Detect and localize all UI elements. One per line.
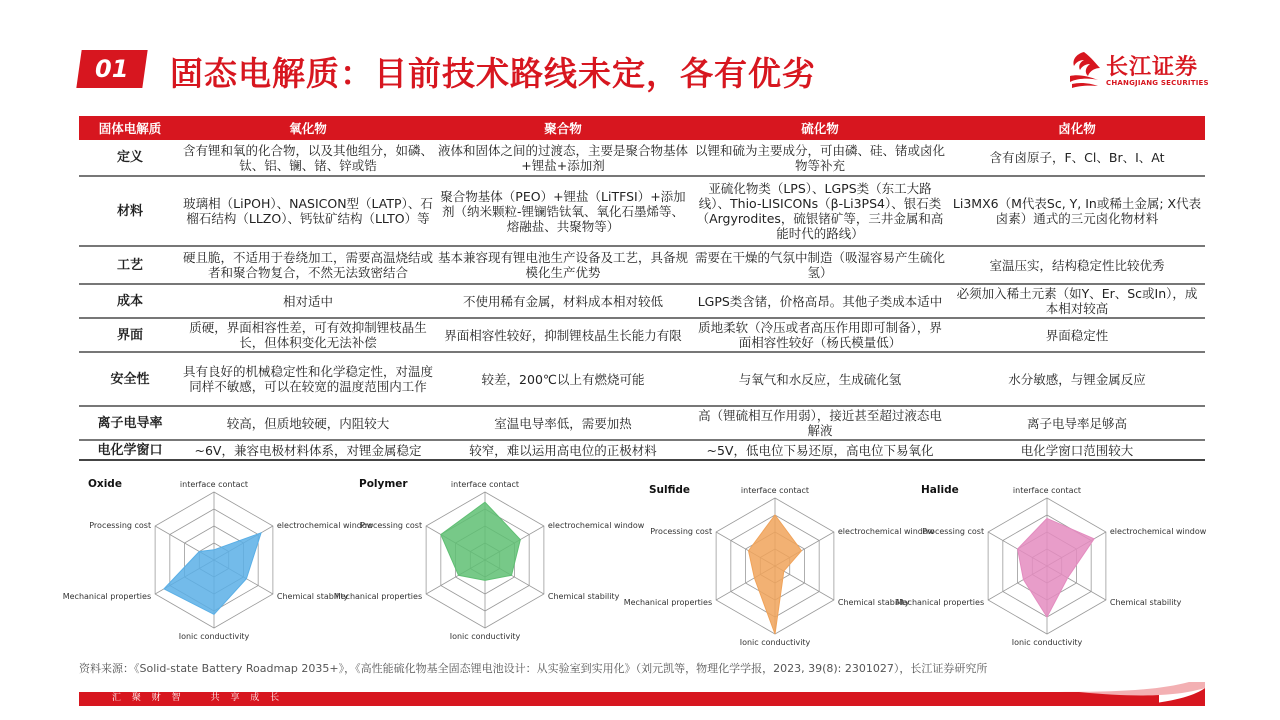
table-header-row — [79, 116, 1205, 140]
radar-axis-label: Chemical stability — [276, 592, 349, 601]
table-cell: 质地柔软（冷压或者高压作用即可制备），界面相容性较好（杨氏模量低） — [691, 318, 949, 352]
radar-axis-label: Processing cost — [360, 521, 423, 530]
radar-axis-label: electrochemical window — [1109, 527, 1207, 536]
radar-axis-label: interface contact — [1012, 486, 1082, 495]
section-number: 01 — [95, 55, 129, 83]
radar-chart-polymer — [333, 474, 645, 646]
table-row — [79, 140, 1205, 176]
table-cell: 室温电导率低，需要加热 — [435, 406, 691, 440]
radar-axis-label: Mechanical properties — [623, 598, 713, 607]
table-row — [79, 246, 1205, 284]
table-cell: 具有良好的机械稳定性和化学稳定性，对温度同样不敏感，可以在较宽的温度范围内工作 — [181, 352, 435, 406]
table-cell: 以锂和硫为主要成分，可由磷、硅、锗或卤化物等补充 — [691, 140, 949, 176]
table-cell: 质硬，界面相容性差，可有效抑制锂枝晶生长，但体积变化无法补偿 — [181, 318, 435, 352]
row-header: 安全性 — [79, 352, 181, 406]
radar-axis-label: Ionic conductivity — [1011, 638, 1083, 647]
table-cell: 含有锂和氧的化合物，以及其他组分，如磷、钛、铝、镧、锗、锌或锆 — [181, 140, 435, 176]
row-header: 界面 — [79, 318, 181, 352]
table-row — [79, 284, 1205, 318]
table-cell: 离子电导率足够高 — [949, 406, 1205, 440]
footer-slogan: 汇 聚 财 智 共 享 成 长 — [112, 693, 284, 703]
table-cell: 水分敏感，与锂金属反应 — [949, 352, 1205, 406]
radar-axis-label: electrochemical window — [276, 521, 374, 530]
radar-title: Polymer — [359, 478, 408, 490]
radar-series-area — [164, 533, 261, 615]
radar-axis-label: Ionic conductivity — [449, 632, 521, 641]
radar-title: Sulfide — [649, 484, 691, 496]
table-cell: 含有卤原子，F、Cl、Br、I、At — [949, 140, 1205, 176]
table-cell: 必须加入稀土元素（如Y、Er、Sc或In），成本相对较高 — [949, 284, 1205, 318]
table-cell: 电化学窗口范围较大 — [949, 440, 1205, 460]
table-cell: 玻璃相（LiPOH）、NASICON型（LATP）、石榴石结构（LLZO）、钙钛矿结构（LLTO）等 — [181, 176, 435, 246]
logo-chinese-name: 长江证券 — [1106, 55, 1199, 80]
table-cell: 界面稳定性 — [949, 318, 1205, 352]
row-header: 工艺 — [79, 246, 181, 284]
table-row — [79, 318, 1205, 352]
radar-chart-sulfide — [623, 480, 935, 652]
table-cell: 与氧气和水反应，生成硫化氢 — [691, 352, 949, 406]
page-title: 固态电解质：目前技术路线未定，各有优劣 — [170, 54, 816, 93]
table-cell: LGPS类含锗，价格高昂。其他子类成本适中 — [691, 284, 949, 318]
column-header: 固体电解质 — [79, 116, 181, 140]
column-header: 硫化物 — [691, 116, 949, 140]
radar-axis-label: Processing cost — [650, 527, 713, 536]
table-cell: ~6V，兼容电极材料体系，对锂金属稳定 — [181, 440, 435, 460]
row-header: 成本 — [79, 284, 181, 318]
table-cell: 亚硫化物类（LPS）、LGPS类（东工大路线）、Thio-LISICONs（β-Li3PS4）、银石类（Argyrodites，硫银锗矿等，三井金属和高能时代的路线） — [691, 176, 949, 246]
table-cell: 较高，但质地较硬，内阻较大 — [181, 406, 435, 440]
row-header: 定义 — [79, 140, 181, 176]
table-cell: 聚合物基体（PEO）+锂盐（LiTFSI）+添加剂（纳米颗粒-锂镧锆钛氧、氧化石墨烯等、熔融盐、共聚物等） — [435, 176, 691, 246]
radar-chart-oxide — [62, 474, 374, 646]
radar-axis-label: Chemical stability — [837, 598, 910, 607]
table-cell: 室温压实，结构稳定性比较优秀 — [949, 246, 1205, 284]
table-row — [79, 352, 1205, 406]
radar-axis-label: Mechanical properties — [333, 592, 423, 601]
table-row — [79, 406, 1205, 440]
table-cell: 高（锂硫相互作用弱），接近甚至超过液态电解液 — [691, 406, 949, 440]
radar-axis-label: Ionic conductivity — [739, 638, 811, 647]
radar-series-area — [1018, 518, 1095, 617]
radar-axis-label: Mechanical properties — [62, 592, 152, 601]
table-cell: 相对适中 — [181, 284, 435, 318]
radar-chart-halide — [895, 480, 1207, 652]
table-cell: 较差，200℃以上有燃烧可能 — [435, 352, 691, 406]
comparison-table — [79, 116, 1205, 461]
table-row — [79, 176, 1205, 246]
logo-english-name: CHANGJIANG SECURITIES — [1106, 79, 1209, 87]
logo-mark-icon — [1066, 50, 1102, 90]
radar-axis-label: Ionic conductivity — [178, 632, 250, 641]
radar-title: Oxide — [88, 478, 122, 490]
radar-series-area — [441, 502, 521, 580]
radar-axis-label: interface contact — [740, 486, 810, 495]
table-cell: 硬且脆，不适用于卷绕加工，需要高温烧结或者和聚合物复合，不然无法致密结合 — [181, 246, 435, 284]
table-cell: 需要在干燥的气氛中制造（吸湿容易产生硫化氢） — [691, 246, 949, 284]
table-cell: ~5V，低电位下易还原，高电位下易氧化 — [691, 440, 949, 460]
table-cell: 不使用稀有金属，材料成本相对较低 — [435, 284, 691, 318]
radar-axis-label: interface contact — [450, 480, 520, 489]
radar-title: Halide — [921, 484, 959, 496]
table-cell: 基本兼容现有锂电池生产设备及工艺，具备规模化生产优势 — [435, 246, 691, 284]
radar-series-area — [748, 515, 801, 634]
column-header: 聚合物 — [435, 116, 691, 140]
row-header: 离子电导率 — [79, 406, 181, 440]
row-header: 电化学窗口 — [79, 440, 181, 460]
section-number-badge — [76, 50, 147, 88]
radar-axis-label: interface contact — [179, 480, 249, 489]
table-row — [79, 440, 1205, 460]
radar-axis-label: Processing cost — [922, 527, 985, 536]
radar-axis-label: Chemical stability — [1109, 598, 1182, 607]
company-logo — [1066, 50, 1216, 90]
table-cell: Li3MX6（M代表Sc, Y, In或稀土金属; X代表卤素）通式的三元卤化物材料 — [949, 176, 1205, 246]
column-header: 氧化物 — [181, 116, 435, 140]
radar-axis-label: Processing cost — [89, 521, 152, 530]
row-header: 材料 — [79, 176, 181, 246]
radar-axis-label: Mechanical properties — [895, 598, 985, 607]
column-header: 卤化物 — [949, 116, 1205, 140]
table-cell: 较窄，难以运用高电位的正极材料 — [435, 440, 691, 460]
radar-axis-label: electrochemical window — [547, 521, 645, 530]
table-cell: 界面相容性较好，抑制锂枝晶生长能力有限 — [435, 318, 691, 352]
radar-axis-label: Chemical stability — [547, 592, 620, 601]
radar-axis-label: electrochemical window — [837, 527, 935, 536]
table-cell: 液体和固体之间的过渡态，主要是聚合物基体+锂盐+添加剂 — [435, 140, 691, 176]
source-note: 资料来源：《Solid-state Battery Roadmap 2035+》，《高性能硫化物基全固态锂电池设计：从实验室到实用化》（刘元凯等，物理化学学报，2023, 39(8): 2301027），长江证券研究所 — [79, 662, 988, 675]
